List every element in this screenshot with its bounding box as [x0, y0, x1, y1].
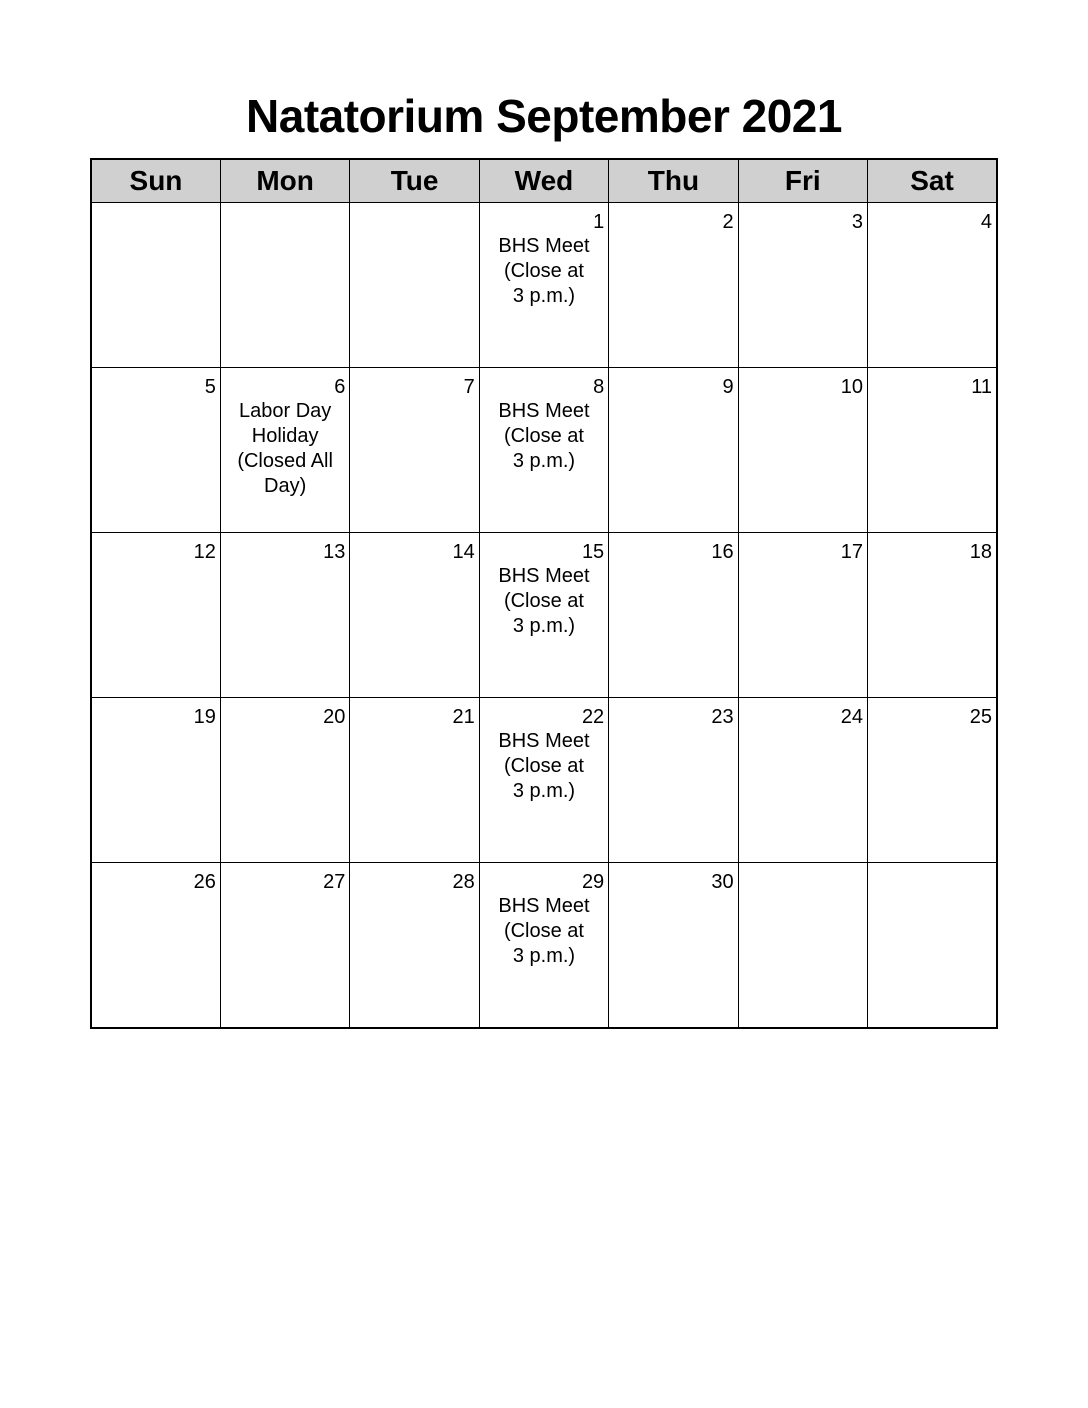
day-number: 25: [969, 706, 992, 728]
day-cell: [350, 203, 479, 368]
day-cell: [738, 863, 867, 1029]
day-cell: [479, 533, 608, 698]
weekday-header-sat: Sat: [868, 159, 997, 203]
day-cell: [738, 203, 867, 368]
day-number: 24: [840, 706, 864, 728]
day-number: 13: [323, 541, 346, 563]
weekday-header-thu: Thu: [609, 159, 738, 203]
day-number: 3: [851, 211, 864, 233]
day-number: [739, 863, 867, 894]
day-number: [92, 203, 220, 234]
day-cell: [738, 368, 867, 533]
day-number: 23: [711, 706, 734, 728]
day-cell: [479, 203, 608, 368]
week-row: [91, 863, 997, 1029]
day-number: 11: [971, 376, 992, 398]
weekday-header-wed: Wed: [479, 159, 608, 203]
day-number: 6: [334, 376, 346, 398]
day-cell: [220, 368, 349, 533]
day-number: 10: [840, 376, 864, 398]
day-cell: [868, 698, 997, 863]
day-number: 19: [193, 706, 216, 728]
day-number: 1: [593, 211, 605, 233]
day-number: 17: [840, 541, 864, 563]
day-cell: [350, 533, 479, 698]
day-cell: [220, 203, 349, 368]
day-number: 26: [193, 871, 216, 893]
week-row: [91, 698, 997, 863]
day-cell: [220, 863, 349, 1029]
day-cell: [868, 368, 997, 533]
day-cell: [609, 533, 738, 698]
day-cell: [91, 698, 220, 863]
day-cell: [609, 698, 738, 863]
day-number: 27: [323, 871, 346, 893]
day-number: 16: [711, 541, 734, 563]
day-number: [868, 863, 996, 894]
day-cell: [609, 368, 738, 533]
week-row: [91, 203, 997, 368]
day-cell: [609, 863, 738, 1029]
day-cell: [738, 533, 867, 698]
day-number: 18: [969, 541, 992, 563]
day-cell: [91, 368, 220, 533]
day-event: BHS Meet (Close at 3 p.m.): [498, 235, 590, 307]
day-cell: [350, 863, 479, 1029]
day-cell: [738, 698, 867, 863]
day-event: BHS Meet (Close at 3 p.m.): [498, 400, 590, 472]
day-event: BHS Meet (Close at 3 p.m.): [498, 895, 590, 967]
day-cell: [91, 203, 220, 368]
day-number: 30: [711, 871, 734, 893]
week-row: [91, 368, 997, 533]
weekday-header-mon: Mon: [220, 159, 349, 203]
day-cell: [350, 368, 479, 533]
weekday-header-sun: Sun: [91, 159, 220, 203]
day-number: 2: [722, 211, 734, 233]
day-number: 5: [204, 376, 216, 398]
day-number: 29: [581, 871, 605, 893]
calendar-title: Natatorium September 2021: [246, 90, 842, 142]
day-number: 4: [980, 211, 992, 233]
day-number: [221, 203, 349, 234]
weekday-header-tue: Tue: [350, 159, 479, 203]
day-number: 9: [722, 376, 734, 398]
day-cell: [479, 368, 608, 533]
day-number: [350, 203, 478, 234]
day-cell: [479, 863, 608, 1029]
calendar-grid: [90, 158, 998, 1029]
day-number: 28: [452, 871, 475, 893]
day-number: 20: [323, 706, 346, 728]
day-event: BHS Meet (Close at 3 p.m.): [498, 565, 590, 637]
day-event: Labor Day Holiday (Closed All Day): [237, 400, 333, 497]
day-cell: [868, 863, 997, 1029]
day-cell: [91, 863, 220, 1029]
day-number: 8: [593, 376, 605, 398]
day-number: 7: [463, 376, 475, 398]
weekday-header-row: [91, 159, 997, 203]
day-cell: [91, 533, 220, 698]
day-number: 12: [193, 541, 216, 563]
week-row: [91, 533, 997, 698]
day-cell: [868, 203, 997, 368]
day-cell: [350, 698, 479, 863]
day-cell: [868, 533, 997, 698]
day-event: BHS Meet (Close at 3 p.m.): [498, 730, 590, 802]
day-number: 15: [581, 541, 605, 563]
day-cell: [479, 698, 608, 863]
day-number: 22: [581, 706, 605, 728]
day-number: 21: [452, 706, 475, 728]
day-cell: [220, 533, 349, 698]
day-cell: [609, 203, 738, 368]
day-cell: [220, 698, 349, 863]
day-number: 14: [452, 541, 475, 563]
weekday-header-fri: Fri: [738, 159, 867, 203]
